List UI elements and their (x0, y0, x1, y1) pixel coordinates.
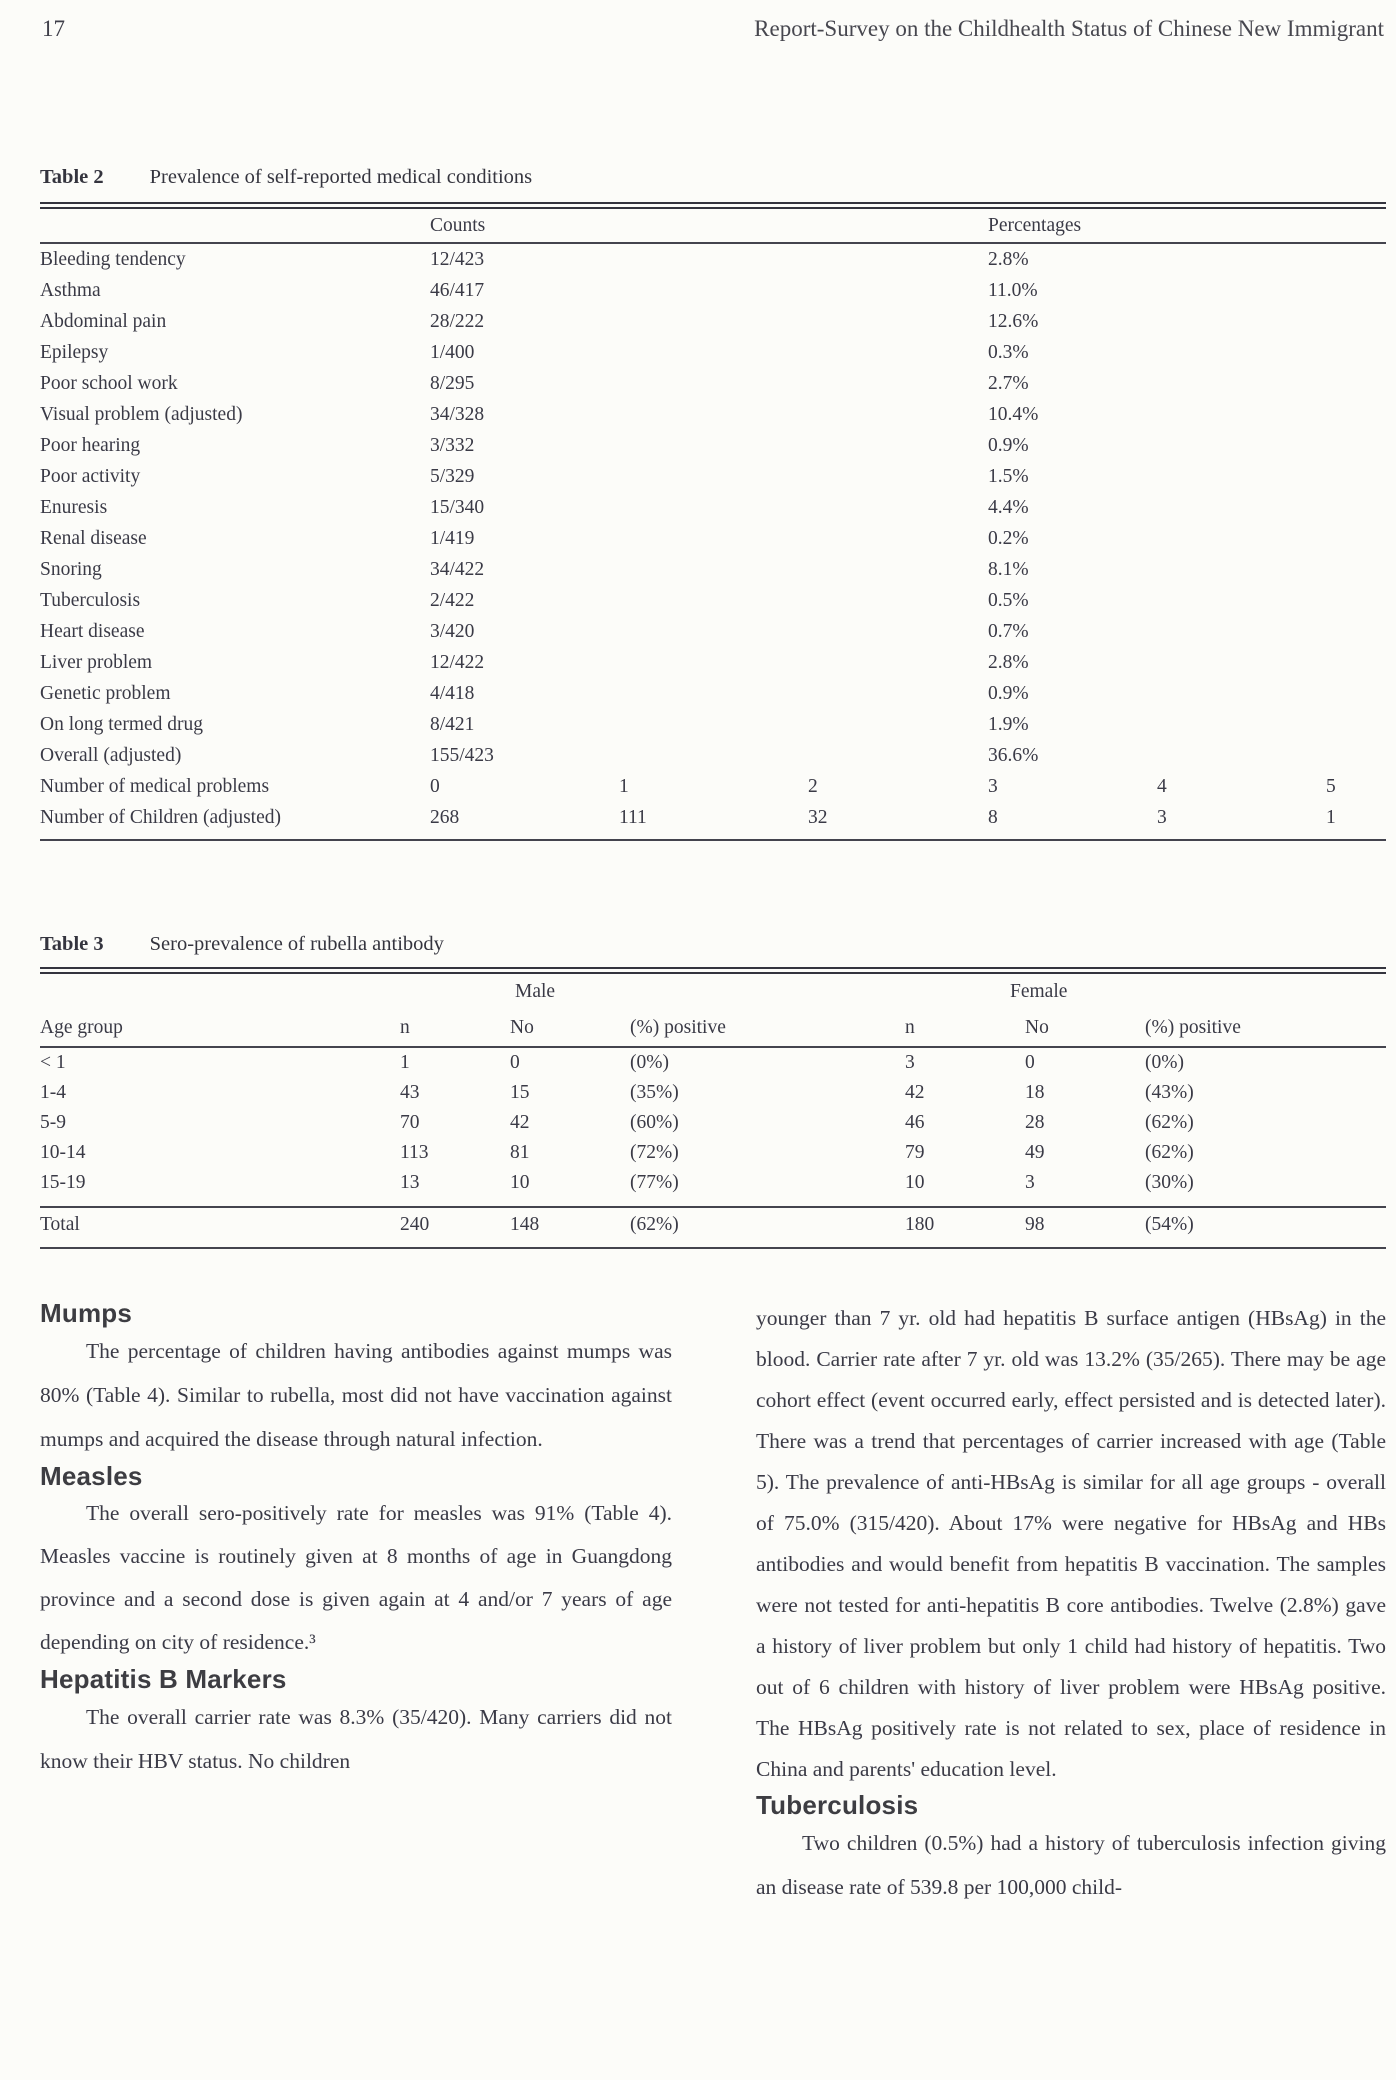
children-value: 268 (430, 806, 460, 828)
count-value: 8/421 (430, 713, 475, 735)
tuberculosis-paragraph: Two children (0.5%) had a history of tuberculosis infection giving an disease rate of 539.8 per 100,000 child- (756, 1831, 1386, 1899)
female-no-value: 18 (1025, 1082, 1045, 1103)
female-n-total: 180 (905, 1213, 935, 1235)
measles-heading: Measles (40, 1461, 143, 1491)
female-pct-value: (43%) (1145, 1082, 1194, 1103)
table-row (40, 492, 1386, 523)
condition-label: Poor school work (40, 372, 178, 394)
children-value: 32 (808, 806, 828, 828)
condition-label: Tuberculosis (40, 589, 141, 611)
male-no-value: 10 (510, 1172, 530, 1193)
percentage-value: 2.8% (988, 651, 1029, 673)
table-row (40, 461, 1386, 492)
table-row (40, 709, 1386, 740)
male-pct-value: (0%) (630, 1052, 669, 1073)
male-n-total: 240 (400, 1213, 430, 1235)
count-value: 8/295 (430, 372, 475, 394)
table-row-children (40, 802, 1386, 833)
male-n-value: 43 (400, 1082, 420, 1103)
male-n-value: 113 (400, 1142, 429, 1163)
condition-label: On long termed drug (40, 713, 204, 735)
problems-value: 2 (808, 775, 818, 797)
percentage-value: 0.9% (988, 682, 1029, 704)
male-no-value: 0 (510, 1052, 520, 1073)
count-value: 12/423 (430, 248, 485, 270)
percentage-value: 36.6% (988, 744, 1039, 766)
male-no-value: 81 (510, 1142, 530, 1163)
condition-label: Overall (adjusted) (40, 744, 182, 766)
count-value: 3/332 (430, 434, 475, 456)
table-row (40, 647, 1386, 678)
male-pct-value: (35%) (630, 1082, 679, 1103)
condition-label: Snoring (40, 558, 102, 580)
table2-label: Table 2 (40, 166, 104, 188)
hepatitis-paragraph: The overall carrier rate was 8.3% (35/420). Many carriers did not know their HBV status. No children (40, 1705, 672, 1773)
condition-label: Heart disease (40, 620, 145, 642)
measles-paragraph: The overall sero-positively rate for measles was 91% (Table 4). Measles vaccine is routinely given at 8 months of age in Guangdong province and a second dose is given again at 4 and/or 7 years of age depending on city of residence.³ (40, 1501, 672, 1654)
problems-value: 1 (619, 775, 629, 797)
percentage-value: 0.2% (988, 527, 1029, 549)
table3-group-header-row (40, 974, 1386, 1010)
table3-section (40, 933, 1386, 1249)
male-no-value: 15 (510, 1082, 530, 1103)
hepatitis-continued-paragraph: younger than 7 yr. old had hepatitis B surface antigen (HBsAg) in the blood. Carrier rate after 7 yr. old was 13.2% (35/265). There may be age cohort effect (event occurred early, effect persisted and is detected later). There was a trend that percentages of carrier increased with age (Table 5). The prevalence of anti-HBsAg is similar for all age groups - overall of 75.0% (315/420). About 17% were negative for HBsAg and HBs antibodies and would benefit from hepatitis B vaccination. The samples were not tested for anti-hepatitis B core antibodies. Twelve (2.8%) gave a history of liver problem but only 1 child had history of hepatitis. Two out of 6 children with history of liver problem were HBsAg positive. The HBsAg positively rate is not related to sex, place of residence in China and parents' education level. (756, 1306, 1386, 1781)
children-row-label: Number of Children (adjusted) (40, 806, 281, 828)
table3-caption (40, 933, 1386, 963)
table-row (40, 1078, 1386, 1108)
table-row (40, 399, 1386, 430)
table3-column-header-row (40, 1010, 1386, 1046)
table-row (40, 1108, 1386, 1138)
table-row (40, 1168, 1386, 1198)
count-value: 1/419 (430, 527, 475, 549)
percentage-value: 2.7% (988, 372, 1029, 394)
female-pct-value: (30%) (1145, 1172, 1194, 1193)
table-row (40, 306, 1386, 337)
count-value: 1/400 (430, 341, 475, 363)
percentage-value: 4.4% (988, 496, 1029, 518)
condition-label: Epilepsy (40, 341, 109, 363)
female-n-value: 42 (905, 1082, 925, 1103)
table-row (40, 275, 1386, 306)
count-value: 155/423 (430, 744, 494, 766)
table-row (40, 523, 1386, 554)
table-row (40, 368, 1386, 399)
percentage-value: 0.9% (988, 434, 1029, 456)
count-value: 12/422 (430, 651, 485, 673)
female-no-value: 3 (1025, 1172, 1035, 1193)
male-pct-positive-column-header: (%) positive (630, 1017, 726, 1038)
count-value: 28/222 (430, 310, 485, 332)
condition-label: Liver problem (40, 651, 153, 673)
text-columns (40, 1298, 1386, 1909)
page-number: 17 (42, 16, 65, 41)
table-row (40, 244, 1386, 275)
female-no-value: 28 (1025, 1112, 1045, 1133)
table-row (40, 430, 1386, 461)
male-group-header: Male (515, 981, 556, 1002)
male-n-column-header: n (400, 1017, 410, 1038)
counts-column-header: Counts (430, 214, 486, 236)
table-row (40, 616, 1386, 647)
left-column (40, 1298, 672, 1909)
percentage-value: 10.4% (988, 403, 1039, 425)
female-n-value: 79 (905, 1142, 925, 1163)
count-value: 34/422 (430, 558, 485, 580)
table-row (40, 337, 1386, 368)
male-pct-total: (62%) (630, 1213, 679, 1235)
age-group-label: 15-19 (40, 1172, 86, 1193)
condition-label: Bleeding tendency (40, 248, 186, 270)
percentage-value: 1.5% (988, 465, 1029, 487)
male-no-column-header: No (510, 1017, 534, 1038)
age-group-label: < 1 (40, 1052, 66, 1073)
age-group-label: 1-4 (40, 1082, 66, 1103)
female-group-header: Female (1010, 981, 1068, 1002)
male-pct-value: (72%) (630, 1142, 679, 1163)
hepatitis-b-markers-heading: Hepatitis B Markers (40, 1664, 287, 1694)
children-value: 8 (988, 806, 998, 828)
table-row (40, 678, 1386, 709)
table3-top-rule (40, 967, 1386, 974)
table3-title: Sero-prevalence of rubella antibody (149, 933, 444, 955)
mumps-paragraph: The percentage of children having antibodies against mumps was 80% (Table 4). Similar to rubella, most did not have vaccination against mumps and acquired the disease through natural infection. (40, 1339, 672, 1451)
condition-label: Genetic problem (40, 682, 171, 704)
count-value: 5/329 (430, 465, 475, 487)
condition-label: Asthma (40, 279, 101, 301)
table2-top-rule (40, 202, 1386, 209)
female-pct-value: (0%) (1145, 1052, 1184, 1073)
table-row (40, 554, 1386, 585)
condition-label: Poor activity (40, 465, 141, 487)
problems-value: 5 (1326, 775, 1336, 797)
table2-section (40, 166, 1386, 841)
running-title: Report-Survey on the Childhealth Status of Chinese New Immigrant (754, 16, 1384, 41)
table2-bottom-rule (40, 839, 1386, 841)
condition-label: Visual problem (adjusted) (40, 403, 243, 425)
problems-value: 0 (430, 775, 440, 797)
mumps-heading: Mumps (40, 1298, 132, 1328)
male-pct-value: (77%) (630, 1172, 679, 1193)
tuberculosis-heading: Tuberculosis (756, 1790, 919, 1820)
count-value: 2/422 (430, 589, 475, 611)
total-label: Total (40, 1213, 80, 1235)
table-row (40, 1138, 1386, 1168)
male-n-value: 1 (400, 1052, 410, 1073)
count-value: 46/417 (430, 279, 485, 301)
age-group-column-header: Age group (40, 1017, 123, 1038)
problems-value: 4 (1157, 775, 1167, 797)
percentage-value: 0.7% (988, 620, 1029, 642)
percentage-value: 0.3% (988, 341, 1029, 363)
right-column (756, 1298, 1386, 1909)
percentage-value: 1.9% (988, 713, 1029, 735)
count-value: 4/418 (430, 682, 475, 704)
female-n-value: 3 (905, 1052, 915, 1073)
female-no-total: 98 (1025, 1213, 1045, 1235)
female-no-value: 0 (1025, 1052, 1035, 1073)
male-no-total: 148 (510, 1213, 540, 1235)
percentage-value: 2.8% (988, 248, 1029, 270)
female-pct-value: (62%) (1145, 1112, 1194, 1133)
problems-row-label: Number of medical problems (40, 775, 270, 797)
female-n-value: 10 (905, 1172, 925, 1193)
female-pct-total: (54%) (1145, 1213, 1194, 1235)
count-value: 34/328 (430, 403, 485, 425)
table2-caption (40, 166, 1386, 196)
table-row-medical-problems (40, 771, 1386, 802)
female-no-column-header: No (1025, 1017, 1049, 1038)
count-value: 3/420 (430, 620, 475, 642)
age-group-label: 5-9 (40, 1112, 66, 1133)
male-no-value: 42 (510, 1112, 530, 1133)
table2-header-row (40, 209, 1386, 242)
male-n-value: 13 (400, 1172, 420, 1193)
percentage-value: 11.0% (988, 279, 1038, 301)
condition-label: Renal disease (40, 527, 147, 549)
table2-title: Prevalence of self-reported medical conditions (149, 166, 533, 188)
table-row-total (40, 1208, 1386, 1241)
age-group-label: 10-14 (40, 1142, 86, 1163)
table3-label: Table 3 (40, 933, 104, 955)
condition-label: Enuresis (40, 496, 108, 518)
table3-bottom-rule (40, 1247, 1386, 1249)
percentages-column-header: Percentages (988, 214, 1082, 236)
problems-value: 3 (988, 775, 998, 797)
children-value: 1 (1326, 806, 1336, 828)
male-n-value: 70 (400, 1112, 420, 1133)
table-row (40, 740, 1386, 771)
condition-label: Poor hearing (40, 434, 141, 456)
page-header (42, 16, 1384, 42)
table-row (40, 1048, 1386, 1078)
percentage-value: 0.5% (988, 589, 1029, 611)
table-row (40, 585, 1386, 616)
children-value: 111 (619, 806, 647, 828)
condition-label: Abdominal pain (40, 310, 167, 332)
female-n-value: 46 (905, 1112, 925, 1133)
male-pct-value: (60%) (630, 1112, 679, 1133)
percentage-value: 8.1% (988, 558, 1029, 580)
female-pct-positive-column-header: (%) positive (1145, 1017, 1241, 1038)
female-pct-value: (62%) (1145, 1142, 1194, 1163)
percentage-value: 12.6% (988, 310, 1039, 332)
children-value: 3 (1157, 806, 1167, 828)
female-no-value: 49 (1025, 1142, 1045, 1163)
female-n-column-header: n (905, 1017, 915, 1038)
count-value: 15/340 (430, 496, 485, 518)
